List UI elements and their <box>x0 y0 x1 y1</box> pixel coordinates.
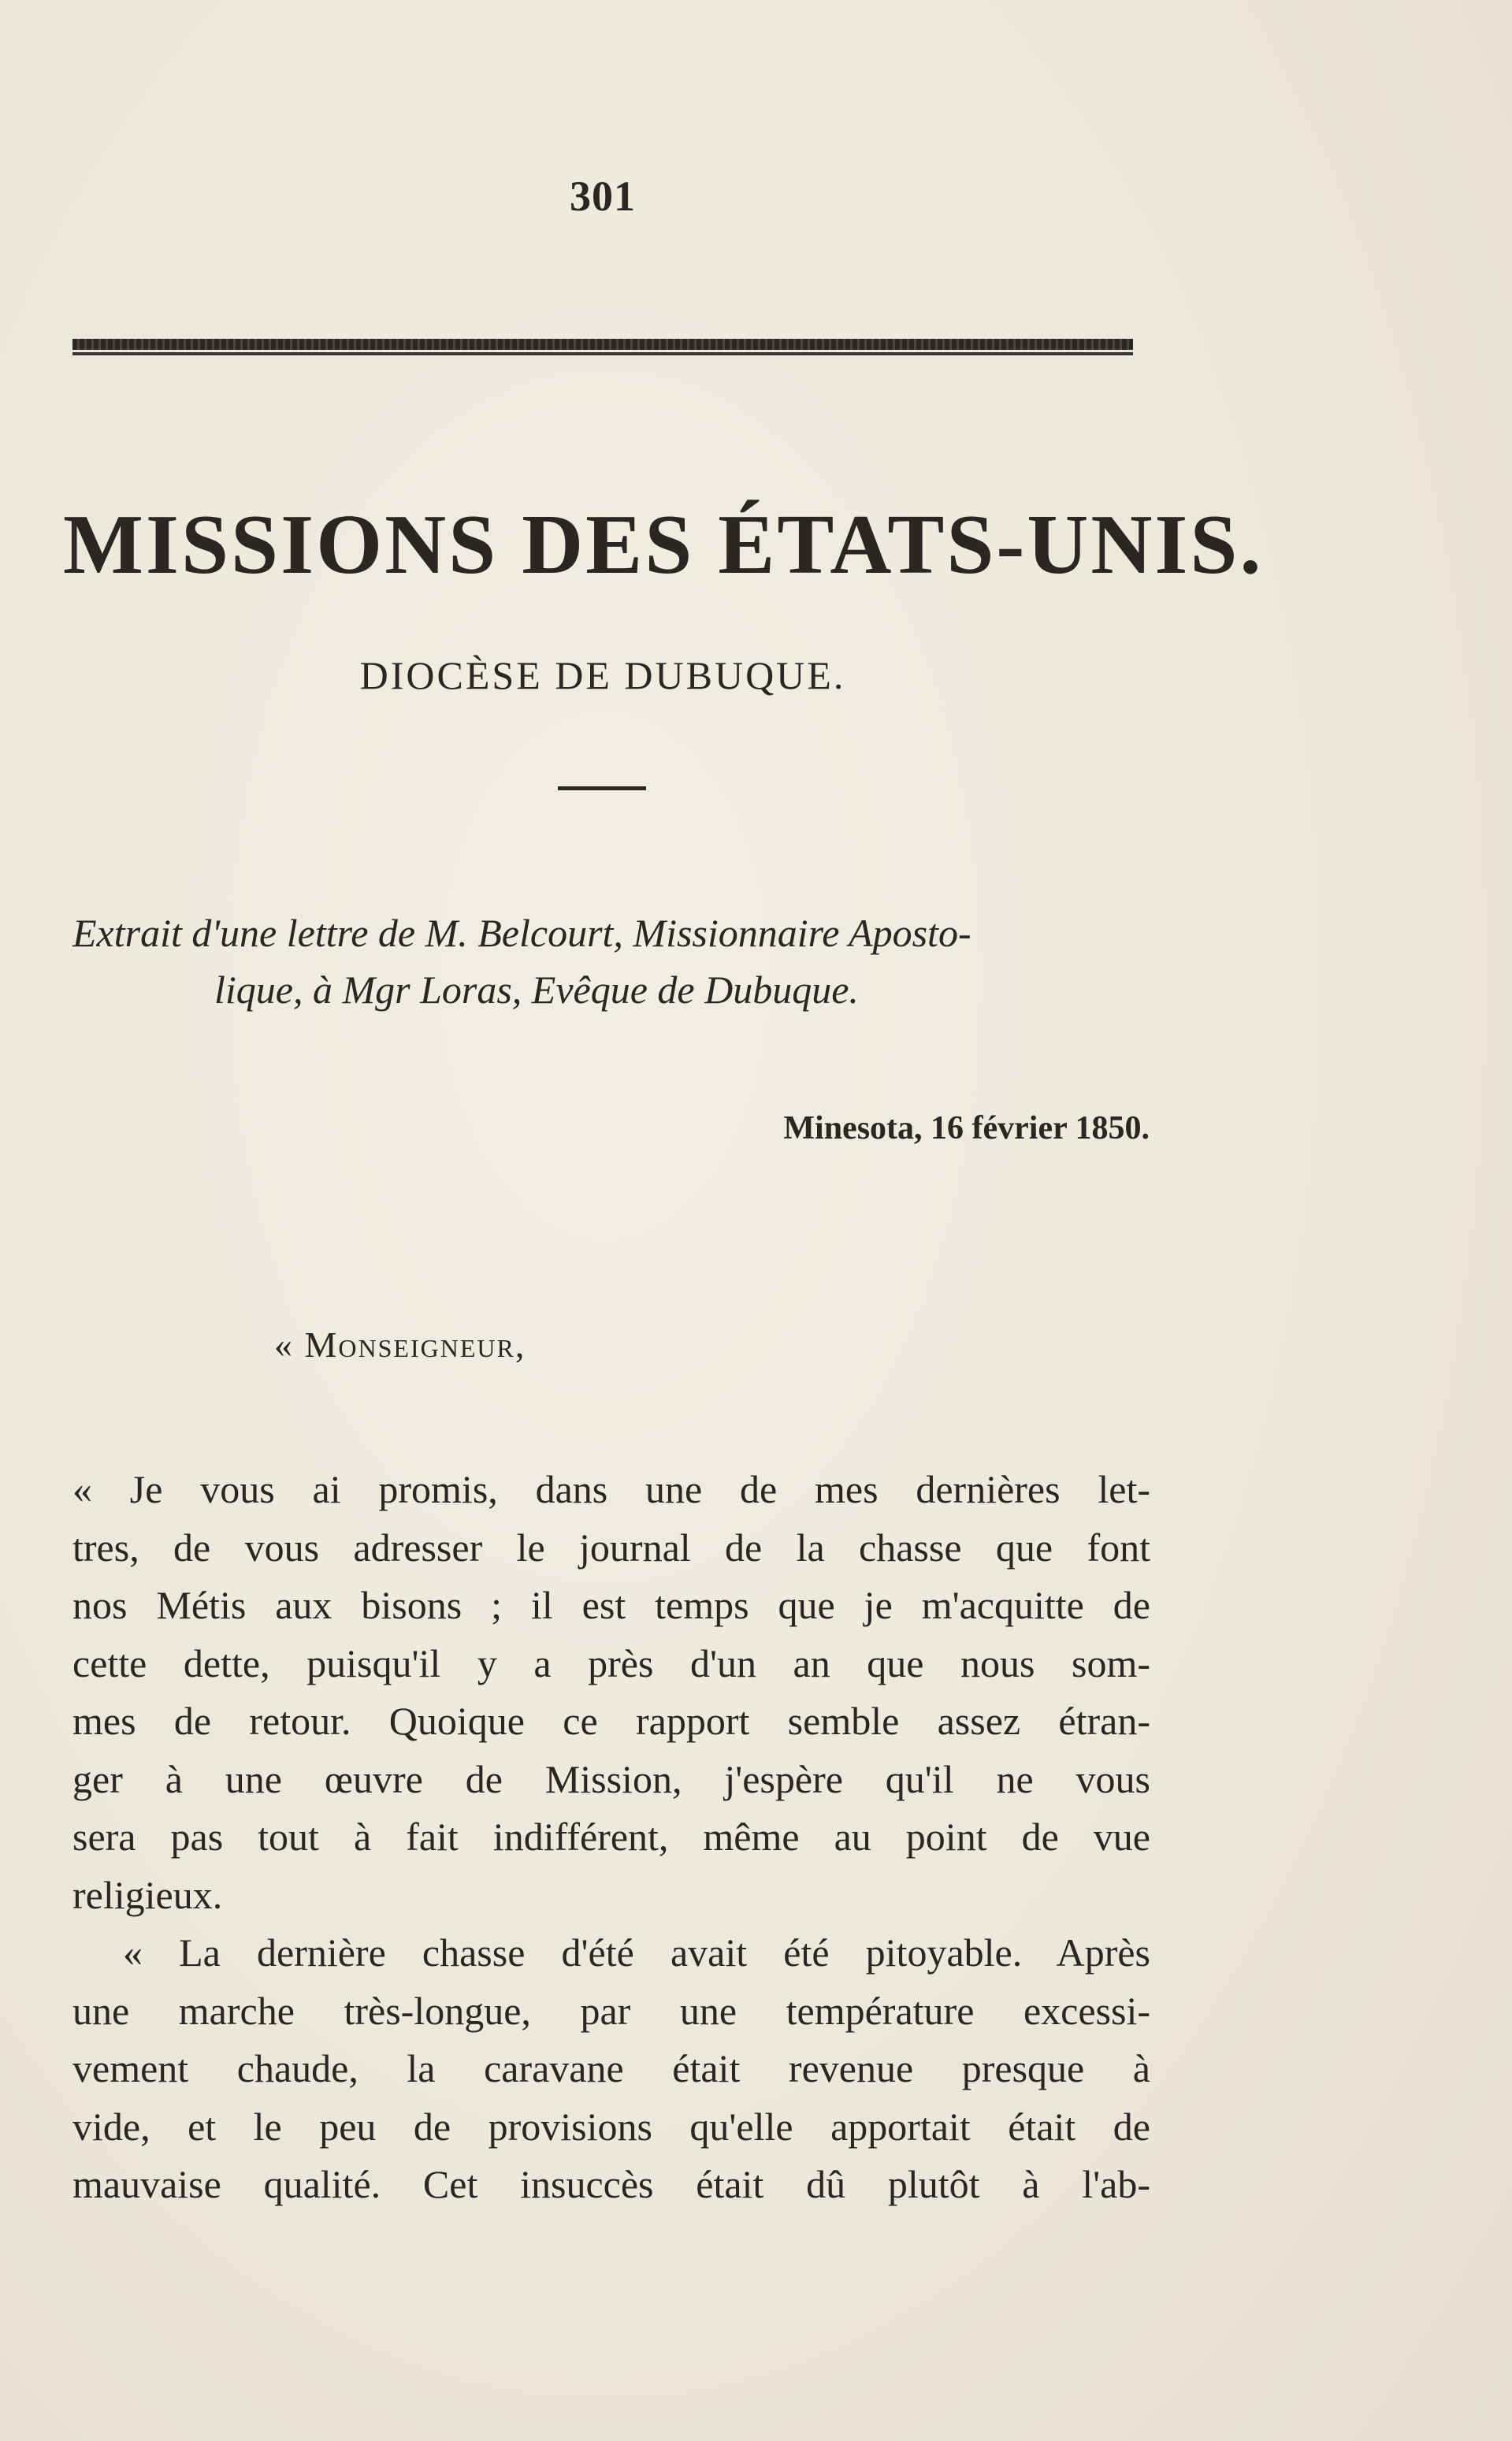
header-rule-thick <box>72 339 1133 350</box>
text-line: une marche très-longue, par une température excessi- <box>72 1988 1150 2033</box>
text-line: religieux. <box>72 1872 223 1917</box>
section-subtitle: DIOCÈSE DE DUBUQUE. <box>359 653 846 697</box>
text-line: vement chaude, la caravane était revenue presque à <box>72 2046 1150 2090</box>
extract-line-2: lique, à Mgr Loras, Evêque de Dubuque. <box>214 968 859 1012</box>
section-title: MISSIONS DES ÉTATS-UNIS. <box>63 498 1264 592</box>
text-line: ger à une œuvre de Mission, j'espère qu'il ne vous <box>72 1756 1150 1801</box>
dateline: Minesota, 16 février 1850. <box>783 1110 1150 1146</box>
salutation: « Monseigneur, <box>274 1325 526 1365</box>
extract-heading <box>72 905 1191 1018</box>
divider-rule <box>558 786 646 790</box>
text-line: vide, et le peu de provisions qu'elle apportait était de <box>72 2104 1150 2149</box>
text-line: tres, de vous adresser le journal de la chasse que font <box>72 1525 1150 1570</box>
text-line: sera pas tout à fait indifférent, même au point de vue <box>72 1815 1150 1859</box>
text-line: mauvaise qualité. Cet insuccès était dû plutôt à l'ab- <box>72 2162 1150 2206</box>
text-line: mes de retour. Quoique ce rapport semble assez étran- <box>72 1699 1150 1743</box>
text-line: « Je vous ai promis, dans une de mes dernières let- <box>72 1467 1150 1511</box>
page-number: 301 <box>570 173 636 220</box>
letter-body <box>72 1461 1150 2214</box>
text-line: cette dette, puisqu'il y a près d'un an que nous som- <box>72 1640 1150 1685</box>
extract-line-1: Extrait d'une lettre de M. Belcourt, Missionnaire Aposto- <box>72 911 971 955</box>
header-rule-thin <box>72 352 1133 355</box>
text-line: nos Métis aux bisons ; il est temps que je m'acquitte de <box>72 1583 1150 1627</box>
text-line: « La dernière chasse d'été avait été pitoyable. Après <box>123 1930 1150 1975</box>
